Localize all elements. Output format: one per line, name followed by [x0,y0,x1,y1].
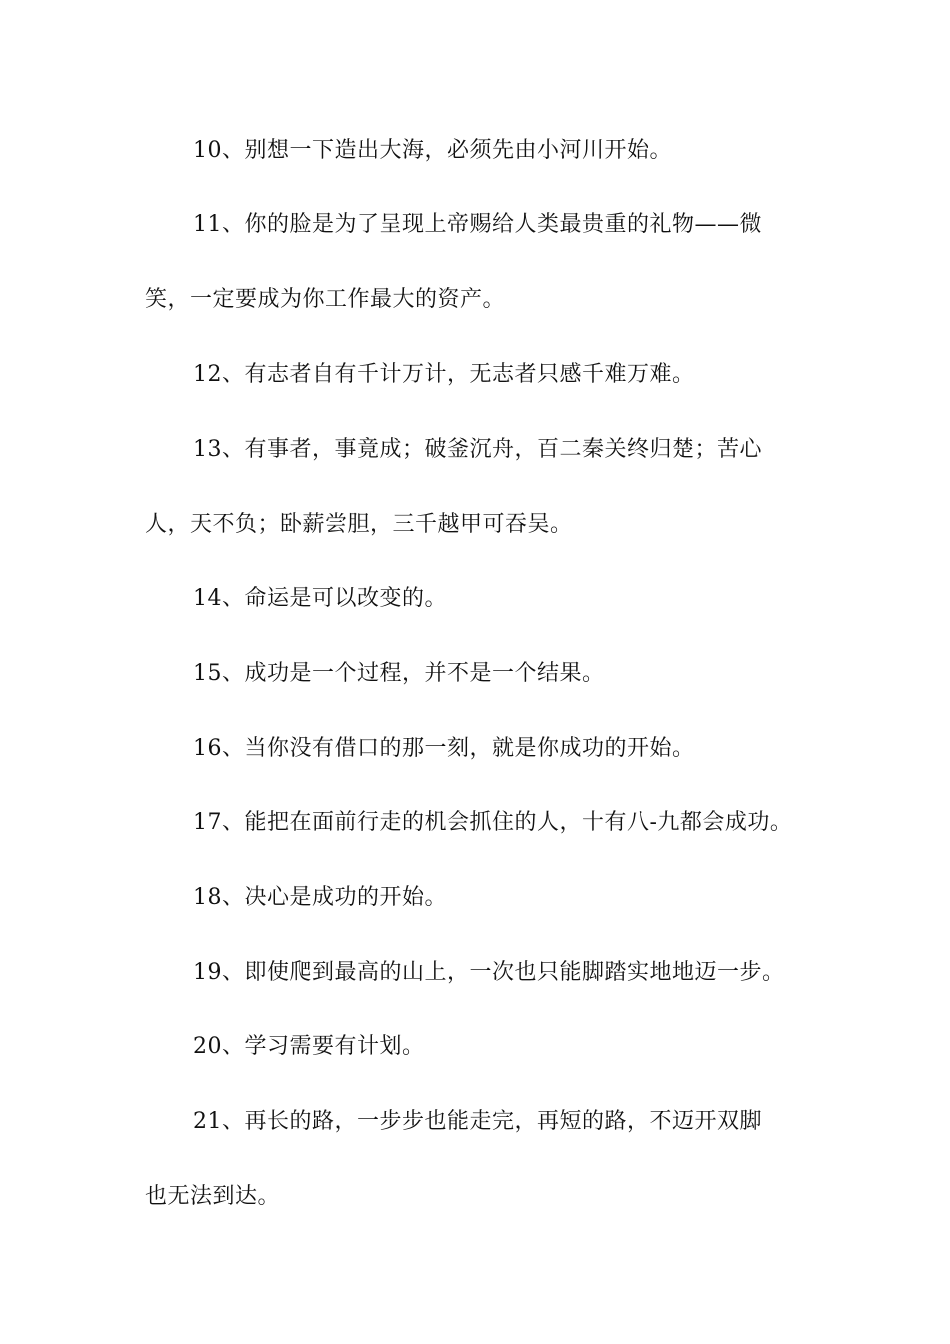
paragraph-18: 18、决心是成功的开始。 [193,885,447,910]
paragraph-11-line-1: 11、你的脸是为了呈现上帝赐给人类最贵重的礼物——微 [193,212,762,237]
paragraph-12: 12、有志者自有千计万计，无志者只感千难万难。 [193,362,695,387]
paragraph-15: 15、成功是一个过程，并不是一个结果。 [193,661,605,686]
paragraph-13-line-2: 人，天不负；卧薪尝胆，三千越甲可吞吴。 [145,512,573,537]
paragraph-16: 16、当你没有借口的那一刻，就是你成功的开始。 [193,736,695,761]
paragraph-10: 10、别想一下造出大海，必须先由小河川开始。 [193,138,672,163]
paragraph-13-line-1: 13、有事者，事竟成；破釜沉舟，百二秦关终归楚；苦心 [193,437,762,462]
paragraph-11-line-2: 笑，一定要成为你工作最大的资产。 [145,287,506,312]
paragraph-17: 17、能把在面前行走的机会抓住的人，十有八-九都会成功。 [193,810,793,835]
paragraph-21-line-2: 也无法到达。 [145,1184,281,1209]
paragraph-21-line-1: 21、再长的路，一步步也能走完，再短的路，不迈开双脚 [193,1109,762,1134]
paragraph-14: 14、命运是可以改变的。 [193,586,447,611]
paragraph-20: 20、学习需要有计划。 [193,1034,425,1059]
paragraph-19: 19、即使爬到最高的山上，一次也只能脚踏实地地迈一步。 [193,960,785,985]
